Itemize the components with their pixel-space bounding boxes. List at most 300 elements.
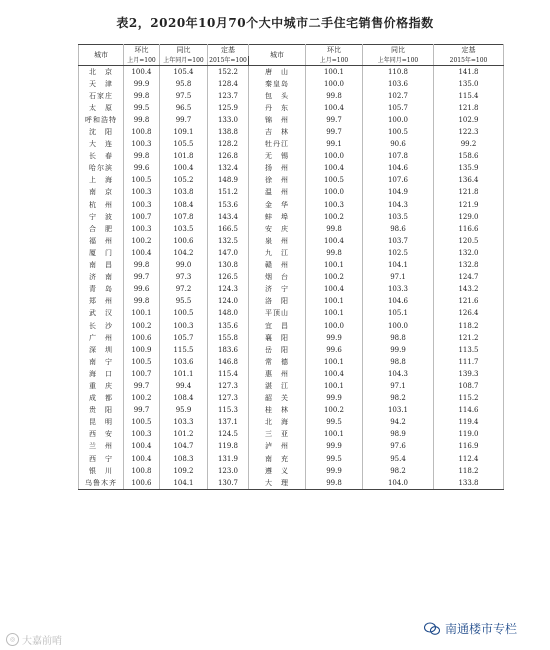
table-row xyxy=(79,272,504,284)
cell-fixed: 132.8 xyxy=(434,260,504,272)
table-row xyxy=(79,453,504,465)
table-row xyxy=(79,78,504,90)
cell-yoy: 105.5 xyxy=(160,139,208,151)
cell-mom: 100.4 xyxy=(306,163,363,175)
cell-fixed: 112.4 xyxy=(434,453,504,465)
cell-mom: 99.9 xyxy=(306,465,363,477)
cell-mom: 99.8 xyxy=(306,223,363,235)
col-subheader-yoy: 上年同月=100 xyxy=(160,56,208,66)
cell-yoy: 104.6 xyxy=(363,163,434,175)
cell-city: 锦 州 xyxy=(249,114,306,126)
cell-city: 扬 州 xyxy=(249,163,306,175)
table-body xyxy=(79,66,504,490)
cell-fixed: 113.5 xyxy=(434,344,504,356)
cell-city: 乌鲁木齐 xyxy=(79,477,124,490)
cell-city: 福 州 xyxy=(79,235,124,247)
cell-yoy: 110.8 xyxy=(363,66,434,79)
cell-fixed: 115.2 xyxy=(434,393,504,405)
cell-city: 大 理 xyxy=(249,477,306,490)
cell-yoy: 100.0 xyxy=(363,320,434,332)
col-header-fixed: 定基 xyxy=(434,45,504,57)
cell-mom: 99.5 xyxy=(306,417,363,429)
table-row xyxy=(79,247,504,259)
cell-yoy: 97.3 xyxy=(160,272,208,284)
table-row xyxy=(79,223,504,235)
table-row xyxy=(79,380,504,392)
cell-fixed: 127.3 xyxy=(208,380,249,392)
cell-yoy: 109.1 xyxy=(160,126,208,138)
cell-mom: 99.5 xyxy=(124,102,160,114)
cell-city: 韶 关 xyxy=(249,393,306,405)
table-row xyxy=(79,417,504,429)
cell-mom: 100.4 xyxy=(306,235,363,247)
cell-fixed: 124.0 xyxy=(208,296,249,308)
cell-yoy: 103.6 xyxy=(160,356,208,368)
cell-city: 安 庆 xyxy=(249,223,306,235)
table-row xyxy=(79,284,504,296)
cell-mom: 100.5 xyxy=(124,417,160,429)
cell-city: 贵 阳 xyxy=(79,405,124,417)
cell-city: 泸 州 xyxy=(249,441,306,453)
cell-city: 长 沙 xyxy=(79,320,124,332)
cell-fixed: 108.7 xyxy=(434,380,504,392)
watermark-left-text: 大嘉前哨 xyxy=(22,636,62,647)
cell-fixed: 143.2 xyxy=(434,284,504,296)
cell-city: 唐 山 xyxy=(249,66,306,79)
cell-mom: 99.6 xyxy=(124,163,160,175)
cell-yoy: 105.2 xyxy=(160,175,208,187)
cell-fixed: 121.2 xyxy=(434,332,504,344)
table-row xyxy=(79,260,504,272)
cell-city: 吉 林 xyxy=(249,126,306,138)
cell-mom: 100.0 xyxy=(306,320,363,332)
cell-mom: 99.8 xyxy=(124,296,160,308)
cell-mom: 99.8 xyxy=(124,260,160,272)
cell-yoy: 96.5 xyxy=(160,102,208,114)
cell-yoy: 101.8 xyxy=(160,151,208,163)
cell-fixed: 152.2 xyxy=(208,66,249,79)
cell-fixed: 147.0 xyxy=(208,247,249,259)
cell-yoy: 105.7 xyxy=(160,332,208,344)
cell-yoy: 103.1 xyxy=(363,405,434,417)
cell-yoy: 104.1 xyxy=(160,477,208,490)
cell-fixed: 127.3 xyxy=(208,393,249,405)
cell-fixed: 123.0 xyxy=(208,465,249,477)
cell-fixed: 115.4 xyxy=(434,90,504,102)
table-row xyxy=(79,308,504,320)
cell-city: 西 宁 xyxy=(79,453,124,465)
table-row xyxy=(79,356,504,368)
cell-city: 北 京 xyxy=(79,66,124,79)
cell-city: 济 南 xyxy=(79,272,124,284)
cell-mom: 100.3 xyxy=(124,429,160,441)
cell-fixed: 136.4 xyxy=(434,175,504,187)
cell-mom: 100.1 xyxy=(306,296,363,308)
cell-city: 温 州 xyxy=(249,187,306,199)
col-header-city: 城市 xyxy=(249,45,306,66)
cell-yoy: 99.7 xyxy=(160,114,208,126)
cell-mom: 100.1 xyxy=(306,380,363,392)
cell-city: 南 宁 xyxy=(79,356,124,368)
cell-city: 岳 阳 xyxy=(249,344,306,356)
cell-fixed: 132.4 xyxy=(208,163,249,175)
cell-yoy: 104.3 xyxy=(363,199,434,211)
cell-fixed: 111.7 xyxy=(434,356,504,368)
cell-yoy: 98.2 xyxy=(363,393,434,405)
cell-city: 南 充 xyxy=(249,453,306,465)
cell-yoy: 104.3 xyxy=(363,368,434,380)
cell-mom: 99.6 xyxy=(124,284,160,296)
cell-fixed: 115.3 xyxy=(208,405,249,417)
cell-city: 赣 州 xyxy=(249,260,306,272)
cell-city: 昆 明 xyxy=(79,417,124,429)
cell-yoy: 105.1 xyxy=(363,308,434,320)
cell-fixed: 131.9 xyxy=(208,453,249,465)
col-subheader-mom: 上月=100 xyxy=(306,56,363,66)
table-row xyxy=(79,332,504,344)
cell-mom: 100.3 xyxy=(124,187,160,199)
cell-mom: 100.3 xyxy=(124,199,160,211)
cell-mom: 100.3 xyxy=(124,223,160,235)
cell-yoy: 115.5 xyxy=(160,344,208,356)
cell-yoy: 99.0 xyxy=(160,260,208,272)
table-row xyxy=(79,187,504,199)
cell-mom: 100.2 xyxy=(124,235,160,247)
cell-mom: 99.8 xyxy=(124,90,160,102)
table-row xyxy=(79,163,504,175)
cell-city: 无 锡 xyxy=(249,151,306,163)
cell-fixed: 116.6 xyxy=(434,223,504,235)
cell-mom: 100.1 xyxy=(306,308,363,320)
cell-yoy: 107.6 xyxy=(363,175,434,187)
wechat-icon xyxy=(424,622,440,636)
cell-yoy: 100.4 xyxy=(160,163,208,175)
table-row xyxy=(79,405,504,417)
cell-city: 兰 州 xyxy=(79,441,124,453)
cell-city: 哈尔滨 xyxy=(79,163,124,175)
cell-fixed: 121.8 xyxy=(434,102,504,114)
cell-yoy: 101.1 xyxy=(160,368,208,380)
cell-mom: 99.8 xyxy=(306,247,363,259)
cell-fixed: 99.2 xyxy=(434,139,504,151)
cell-mom: 100.7 xyxy=(124,211,160,223)
cell-city: 深 圳 xyxy=(79,344,124,356)
col-header-fixed: 定基 xyxy=(208,45,249,57)
cell-mom: 100.4 xyxy=(306,102,363,114)
cell-city: 厦 门 xyxy=(79,247,124,259)
cell-mom: 100.4 xyxy=(124,66,160,79)
cell-city: 洛 阳 xyxy=(249,296,306,308)
cell-city: 天 津 xyxy=(79,78,124,90)
cell-city: 襄 阳 xyxy=(249,332,306,344)
cell-yoy: 109.2 xyxy=(160,465,208,477)
cell-fixed: 125.9 xyxy=(208,102,249,114)
cell-fixed: 135.6 xyxy=(208,320,249,332)
cell-fixed: 148.9 xyxy=(208,175,249,187)
cell-fixed: 119.0 xyxy=(434,429,504,441)
cell-city: 秦皇岛 xyxy=(249,78,306,90)
cell-fixed: 116.9 xyxy=(434,441,504,453)
cell-fixed: 114.6 xyxy=(434,405,504,417)
cell-mom: 100.8 xyxy=(124,465,160,477)
table-row xyxy=(79,477,504,490)
cell-yoy: 104.7 xyxy=(160,441,208,453)
cell-fixed: 148.0 xyxy=(208,308,249,320)
cell-mom: 99.1 xyxy=(306,139,363,151)
cell-fixed: 121.6 xyxy=(434,296,504,308)
cell-yoy: 100.5 xyxy=(160,308,208,320)
cell-mom: 99.8 xyxy=(124,114,160,126)
cell-yoy: 97.6 xyxy=(363,441,434,453)
watermark-right xyxy=(424,620,517,637)
cell-yoy: 104.0 xyxy=(363,477,434,490)
cell-yoy: 102.7 xyxy=(363,90,434,102)
cell-city: 南 昌 xyxy=(79,260,124,272)
table-row xyxy=(79,320,504,332)
cell-mom: 100.5 xyxy=(306,175,363,187)
cell-mom: 100.1 xyxy=(306,356,363,368)
cell-city: 石家庄 xyxy=(79,90,124,102)
cell-fixed: 126.8 xyxy=(208,151,249,163)
cell-yoy: 97.1 xyxy=(363,380,434,392)
cell-yoy: 98.9 xyxy=(363,429,434,441)
table-row xyxy=(79,296,504,308)
cell-mom: 100.2 xyxy=(306,211,363,223)
cell-yoy: 99.9 xyxy=(363,344,434,356)
cell-mom: 99.9 xyxy=(306,441,363,453)
cell-city: 郑 州 xyxy=(79,296,124,308)
cell-mom: 99.9 xyxy=(306,332,363,344)
cell-fixed: 138.8 xyxy=(208,126,249,138)
cell-city: 广 州 xyxy=(79,332,124,344)
cell-mom: 100.0 xyxy=(306,78,363,90)
cell-city: 太 原 xyxy=(79,102,124,114)
watermark-left xyxy=(6,632,62,647)
cell-mom: 99.7 xyxy=(306,126,363,138)
cell-yoy: 100.0 xyxy=(363,114,434,126)
cell-yoy: 103.8 xyxy=(160,187,208,199)
cell-yoy: 104.6 xyxy=(363,296,434,308)
cell-fixed: 143.4 xyxy=(208,211,249,223)
cell-yoy: 104.1 xyxy=(363,260,434,272)
cell-yoy: 98.8 xyxy=(363,356,434,368)
table-row xyxy=(79,126,504,138)
cell-fixed: 120.5 xyxy=(434,235,504,247)
table-row xyxy=(79,66,504,79)
cell-fixed: 128.2 xyxy=(208,139,249,151)
cell-yoy: 103.3 xyxy=(363,284,434,296)
cell-mom: 100.6 xyxy=(124,332,160,344)
col-subheader-mom: 上月=100 xyxy=(124,56,160,66)
cell-mom: 100.0 xyxy=(306,187,363,199)
cell-fixed: 132.0 xyxy=(434,247,504,259)
cell-mom: 100.2 xyxy=(306,272,363,284)
cell-city: 青 岛 xyxy=(79,284,124,296)
col-header-mom: 环比 xyxy=(124,45,160,57)
cell-city: 杭 州 xyxy=(79,199,124,211)
col-subheader-yoy: 上年同月=100 xyxy=(363,56,434,66)
cell-mom: 100.3 xyxy=(306,199,363,211)
col-subheader-fixed: 2015年=100 xyxy=(209,56,247,64)
cell-mom: 100.5 xyxy=(124,175,160,187)
cell-yoy: 103.7 xyxy=(363,235,434,247)
table-row xyxy=(79,151,504,163)
cell-fixed: 135.9 xyxy=(434,163,504,175)
cell-city: 济 宁 xyxy=(249,284,306,296)
cell-mom: 100.4 xyxy=(124,247,160,259)
cell-fixed: 153.6 xyxy=(208,199,249,211)
cell-fixed: 151.2 xyxy=(208,187,249,199)
cell-fixed: 121.9 xyxy=(434,199,504,211)
cell-mom: 99.7 xyxy=(124,272,160,284)
cell-fixed: 126.4 xyxy=(434,308,504,320)
cell-mom: 100.4 xyxy=(124,453,160,465)
cell-city: 银 川 xyxy=(79,465,124,477)
cell-fixed: 122.3 xyxy=(434,126,504,138)
table-row xyxy=(79,344,504,356)
cell-city: 重 庆 xyxy=(79,380,124,392)
table-row xyxy=(79,429,504,441)
cell-mom: 100.1 xyxy=(306,429,363,441)
cell-city: 徐 州 xyxy=(249,175,306,187)
cell-yoy: 98.2 xyxy=(363,465,434,477)
cell-yoy: 99.4 xyxy=(160,380,208,392)
cell-fixed: 115.4 xyxy=(208,368,249,380)
cell-city: 桂 林 xyxy=(249,405,306,417)
cell-fixed: 141.8 xyxy=(434,66,504,79)
cell-yoy: 102.5 xyxy=(363,247,434,259)
cell-yoy: 105.7 xyxy=(363,102,434,114)
table-row xyxy=(79,393,504,405)
cell-mom: 99.7 xyxy=(124,405,160,417)
cell-fixed: 118.2 xyxy=(434,465,504,477)
cell-mom: 100.2 xyxy=(124,393,160,405)
cell-city: 泉 州 xyxy=(249,235,306,247)
cell-city: 常 德 xyxy=(249,356,306,368)
cell-mom: 100.9 xyxy=(124,344,160,356)
cell-fixed: 135.0 xyxy=(434,78,504,90)
cell-fixed: 183.6 xyxy=(208,344,249,356)
cell-yoy: 108.3 xyxy=(160,453,208,465)
cell-city: 平顶山 xyxy=(249,308,306,320)
cell-fixed: 133.8 xyxy=(434,477,504,490)
cell-city: 沈 阳 xyxy=(79,126,124,138)
cell-mom: 100.8 xyxy=(124,126,160,138)
table-row xyxy=(79,102,504,114)
cell-city: 三 亚 xyxy=(249,429,306,441)
cell-mom: 99.6 xyxy=(306,344,363,356)
cell-mom: 99.9 xyxy=(124,78,160,90)
cell-yoy: 107.8 xyxy=(363,151,434,163)
cell-mom: 99.5 xyxy=(306,453,363,465)
cell-yoy: 101.2 xyxy=(160,429,208,441)
cell-fixed: 146.8 xyxy=(208,356,249,368)
cell-city: 呼和浩特 xyxy=(79,114,124,126)
cell-yoy: 108.4 xyxy=(160,393,208,405)
cell-city: 牡丹江 xyxy=(249,139,306,151)
cell-fixed: 128.4 xyxy=(208,78,249,90)
cell-city: 丹 东 xyxy=(249,102,306,114)
table-row xyxy=(79,368,504,380)
cell-yoy: 103.5 xyxy=(160,223,208,235)
col-header-city: 城市 xyxy=(79,45,124,66)
cell-yoy: 103.5 xyxy=(363,211,434,223)
cell-yoy: 103.6 xyxy=(363,78,434,90)
table-row xyxy=(79,90,504,102)
cell-yoy: 97.1 xyxy=(363,272,434,284)
cell-mom: 99.7 xyxy=(306,114,363,126)
cell-yoy: 95.9 xyxy=(160,405,208,417)
cell-fixed: 130.8 xyxy=(208,260,249,272)
cell-fixed: 137.1 xyxy=(208,417,249,429)
cell-fixed: 124.5 xyxy=(208,429,249,441)
cell-city: 烟 台 xyxy=(249,272,306,284)
table-row xyxy=(79,211,504,223)
cell-yoy: 100.5 xyxy=(363,126,434,138)
cell-fixed: 124.3 xyxy=(208,284,249,296)
cell-mom: 100.4 xyxy=(306,368,363,380)
cell-mom: 100.7 xyxy=(124,368,160,380)
cell-fixed: 119.4 xyxy=(434,417,504,429)
cell-yoy: 107.8 xyxy=(160,211,208,223)
col-header-yoy: 同比 xyxy=(160,45,208,57)
cell-fixed: 166.5 xyxy=(208,223,249,235)
cell-city: 武 汉 xyxy=(79,308,124,320)
cell-city: 包 头 xyxy=(249,90,306,102)
cell-mom: 100.1 xyxy=(124,308,160,320)
cell-city: 成 都 xyxy=(79,393,124,405)
cell-mom: 99.8 xyxy=(124,151,160,163)
col-subheader-fixed: 2015年=100 xyxy=(434,56,504,66)
cell-fixed: 133.0 xyxy=(208,114,249,126)
cell-city: 合 肥 xyxy=(79,223,124,235)
col-header-mom: 环比 xyxy=(306,45,363,57)
cell-mom: 100.4 xyxy=(306,284,363,296)
cell-yoy: 94.2 xyxy=(363,417,434,429)
cell-fixed: 126.5 xyxy=(208,272,249,284)
cell-mom: 99.9 xyxy=(306,393,363,405)
table-row xyxy=(79,441,504,453)
cell-yoy: 103.3 xyxy=(160,417,208,429)
cell-fixed: 155.8 xyxy=(208,332,249,344)
cell-yoy: 95.4 xyxy=(363,453,434,465)
cell-city: 宁 波 xyxy=(79,211,124,223)
table-row xyxy=(79,465,504,477)
cell-city: 惠 州 xyxy=(249,368,306,380)
col-header-yoy: 同比 xyxy=(363,45,434,57)
cell-fixed: 139.3 xyxy=(434,368,504,380)
cell-mom: 99.7 xyxy=(124,380,160,392)
cell-city: 长 春 xyxy=(79,151,124,163)
cell-city: 金 华 xyxy=(249,199,306,211)
cell-fixed: 129.0 xyxy=(434,211,504,223)
cell-mom: 100.4 xyxy=(124,441,160,453)
cell-mom: 100.2 xyxy=(306,405,363,417)
cell-yoy: 100.6 xyxy=(160,235,208,247)
cell-mom: 100.2 xyxy=(124,320,160,332)
table-row xyxy=(79,175,504,187)
table-title: 表2，2020年10月70个大中城市二手住宅销售价格指数 xyxy=(116,16,434,30)
cell-yoy: 95.8 xyxy=(160,78,208,90)
table-row xyxy=(79,235,504,247)
cell-fixed: 158.6 xyxy=(434,151,504,163)
cell-mom: 100.6 xyxy=(124,477,160,490)
cell-city: 大 连 xyxy=(79,139,124,151)
cell-fixed: 118.2 xyxy=(434,320,504,332)
cell-yoy: 104.9 xyxy=(363,187,434,199)
cell-yoy: 90.6 xyxy=(363,139,434,151)
watermark-right-text: 南通楼市专栏 xyxy=(445,622,518,636)
